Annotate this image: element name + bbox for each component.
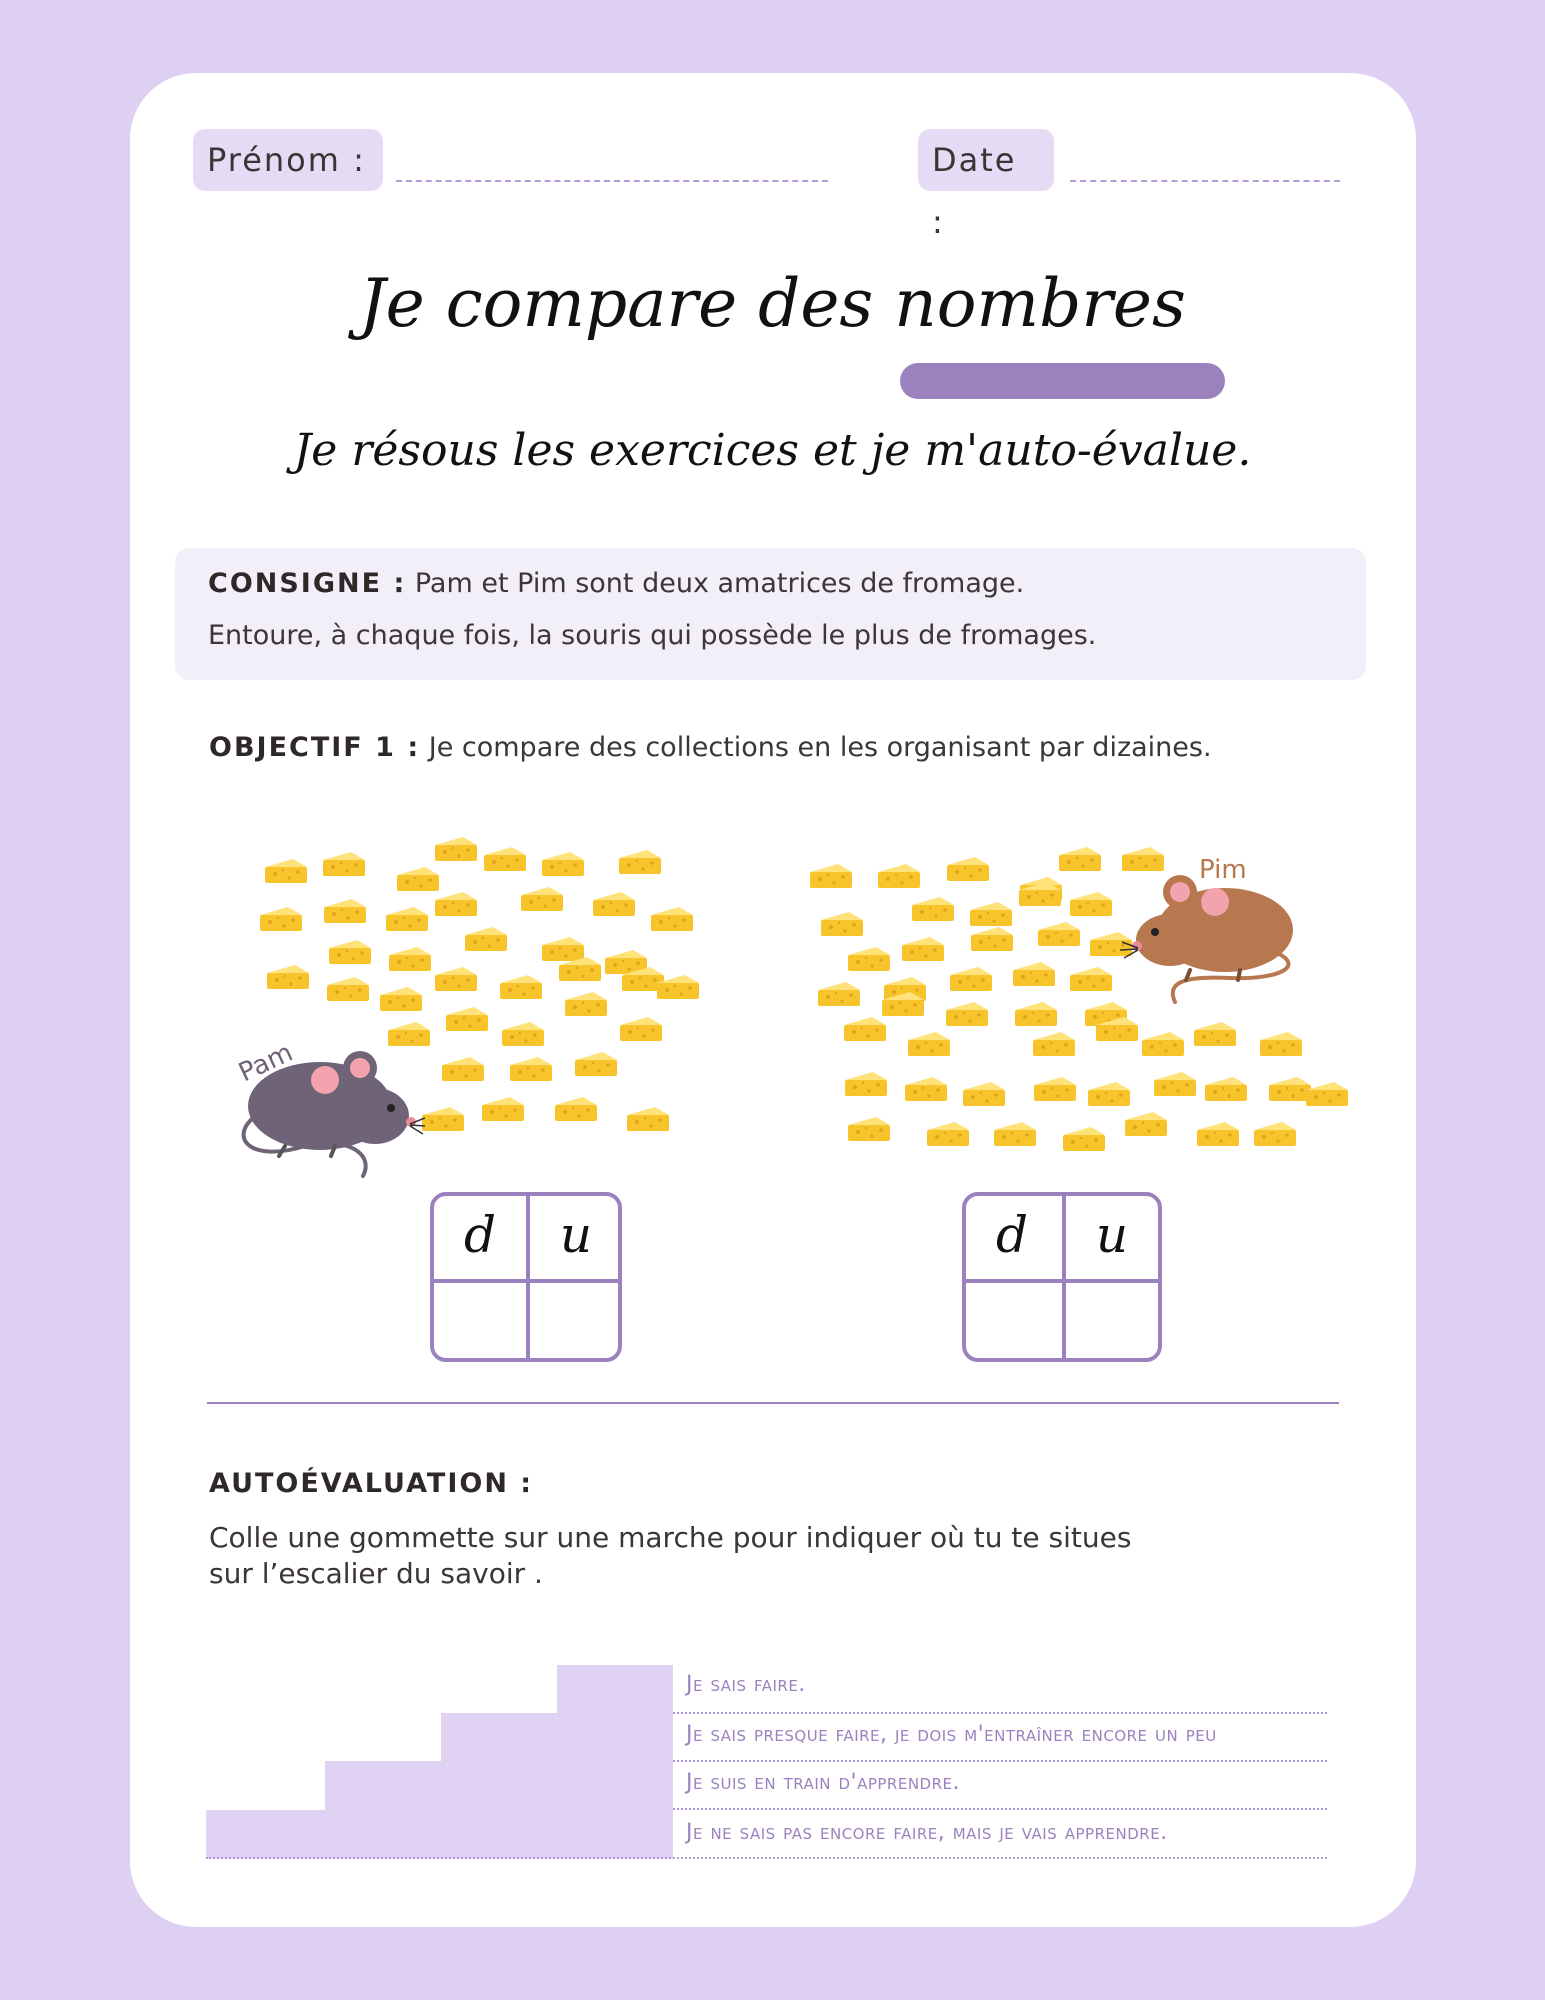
autoevaluation-text-line-1: Colle une gommette sur une marche pour indiquer où tu te situes [209, 1521, 1132, 1554]
page-title: Je compare des nombres [359, 265, 1186, 342]
autoevaluation-text-line-2: sur l’escalier du savoir . [209, 1557, 543, 1590]
stair-line [673, 1808, 1327, 1810]
title-underline [900, 363, 1225, 399]
du-table-header-d: d [995, 1206, 1028, 1264]
date-field[interactable] [1070, 180, 1340, 182]
autoevaluation-label: AUTOÉVALUATION : [209, 1468, 534, 1499]
stair-label-3: Je suis en train d'apprendre. [686, 1770, 960, 1795]
date-label: Date : [918, 129, 1054, 191]
stair-step-2[interactable] [325, 1761, 441, 1859]
consigne-text-1: Pam et Pim sont deux amatrices de fromage. [414, 568, 1025, 599]
mouse-pim-icon [1120, 870, 1300, 1010]
page-subtitle: Je résous les exercices et je m'auto-évalue. [293, 425, 1252, 476]
stair-step-1[interactable] [206, 1810, 325, 1859]
section-divider [207, 1402, 1339, 1404]
mouse-pim-label: Pim [1199, 855, 1247, 885]
objectif-line [209, 732, 1212, 763]
stair-line [673, 1712, 1327, 1714]
stair-line [206, 1857, 1327, 1859]
du-table-pam[interactable] [430, 1192, 622, 1362]
stair-step-4[interactable] [557, 1665, 673, 1859]
mouse-pam-label: Pam [234, 1037, 298, 1089]
stair-step-3[interactable] [441, 1713, 557, 1859]
mouse-pim[interactable] [1120, 870, 1300, 1010]
du-table-header-u: u [559, 1206, 593, 1264]
stair-line [673, 1760, 1327, 1762]
du-table-pim[interactable] [962, 1192, 1162, 1362]
du-table-header-d: d [463, 1206, 496, 1264]
autoevaluation-text [209, 1520, 1309, 1592]
consigne-line-2: Entoure, à chaque fois, la souris qui possède le plus de fromages. [208, 620, 1097, 651]
stair-label-4: Je ne sais pas encore faire, mais je vais apprendre. [686, 1820, 1168, 1845]
stair-label-1: Je sais faire. [686, 1672, 806, 1697]
objectif-text: Je compare des collections en les organisant par dizaines. [428, 732, 1212, 763]
stair-label-2: Je sais presque faire, je dois m'entraîner encore un peu [686, 1722, 1217, 1747]
du-table-header-u: u [1095, 1206, 1129, 1264]
consigne-line-1 [208, 568, 1024, 599]
consigne-box [175, 548, 1366, 680]
prenom-label: Prénom : [193, 129, 383, 191]
consigne-label: CONSIGNE : [208, 568, 407, 599]
prenom-field[interactable] [396, 180, 828, 182]
objectif-label: OBJECTIF 1 : [209, 732, 421, 763]
